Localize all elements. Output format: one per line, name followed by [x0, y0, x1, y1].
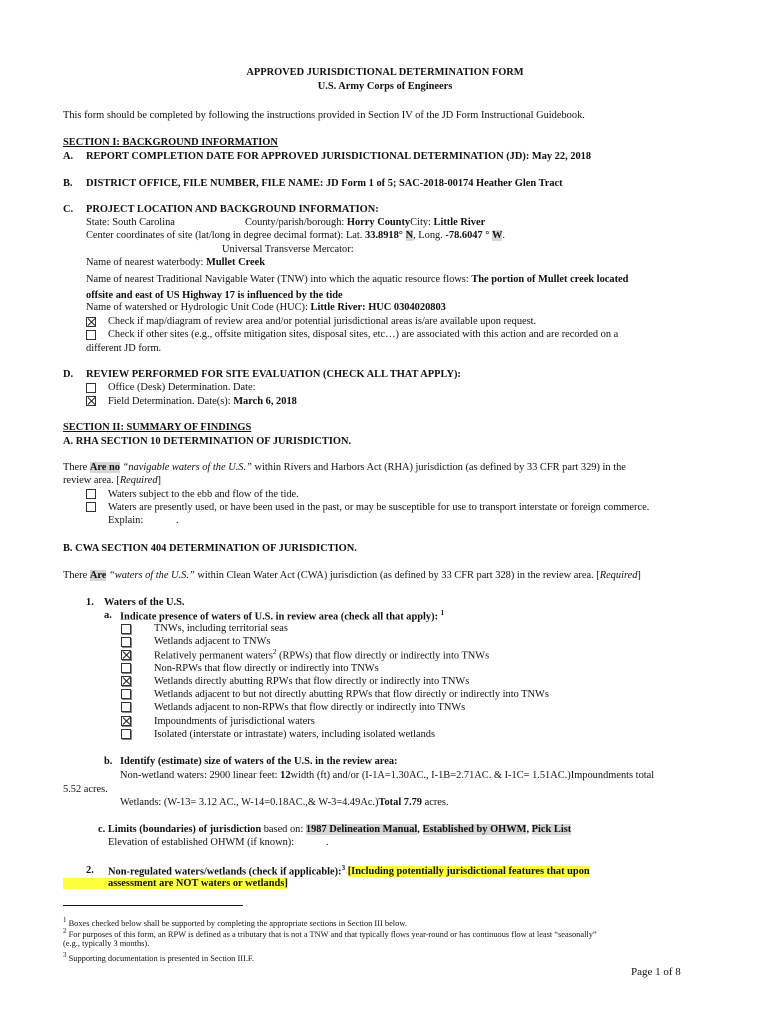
report-date: REPORT COMPLETION DATE FOR APPROVED JURISDICTIONAL DETERMINATION (JD): May 22, 2018: [86, 151, 592, 162]
project-location-heading: PROJECT LOCATION AND BACKGROUND INFORMATION:: [86, 204, 379, 215]
city-value: Little River: [433, 217, 486, 228]
state: State: South Carolina: [86, 217, 175, 228]
type-label-4: Wetlands directly abutting RPWs that flow directly or indirectly into TNWs: [154, 676, 470, 687]
rha-heading: A. RHA SECTION 10 DETERMINATION OF JURISDICTION.: [63, 436, 352, 447]
cwa-italic: “waters of the U.S.”: [109, 570, 195, 581]
rha-select[interactable]: Are no: [89, 462, 120, 473]
coords-label: Center coordinates of site (lat/long in degree decimal format): Lat.: [86, 230, 363, 241]
nonwetland-line: [120, 769, 654, 782]
tnw-value-1: The portion of Mullet creek located: [471, 274, 629, 285]
rha-pre: There: [63, 462, 88, 473]
huc-label: Name of watershed or Hydrologic Unit Code (HUC):: [86, 302, 308, 313]
wc-title: Limits (boundaries) of jurisdiction: [107, 824, 262, 835]
f1-text: Boxes checked below shall be supported by completing the appropriate sections in Section III below.: [68, 918, 407, 928]
type-label-8: Isolated (interstate or intrastate) waters, including isolated wetlands: [154, 729, 436, 740]
cwa-end: ]: [637, 570, 641, 581]
form-subtitle: U.S. Army Corps of Engineers: [317, 81, 453, 92]
section2-title: SECTION II: SUMMARY OF FINDINGS: [63, 422, 252, 433]
map-available-checkbox[interactable]: [86, 317, 96, 327]
field-determination-line: [108, 395, 297, 408]
section1-b-letter: B.: [63, 178, 73, 189]
tnw-value-2: offsite and east of US Highway 17 is influenced by the tide: [86, 290, 343, 301]
lat-value: 33.8918°: [365, 230, 403, 241]
waters-title: Waters of the U.S.: [104, 597, 185, 608]
nr-highlight-2: assessment are NOT waters or wetlands]: [63, 878, 288, 889]
type-label-3: Non-RPWs that flow directly or indirectly into TNWs: [154, 663, 379, 674]
other-sites-label-cont: different JD form.: [86, 343, 162, 354]
wetlands-line: [120, 796, 449, 809]
huc-line: [86, 301, 446, 314]
waterbody-value: Mullet Creek: [206, 257, 266, 268]
field-date: March 6, 2018: [233, 396, 297, 407]
section1-title: SECTION I: BACKGROUND INFORMATION: [63, 137, 278, 148]
non-rpw-checkbox[interactable]: [121, 663, 131, 673]
wet-pre: Wetlands: (W-13= 3.12 AC., W-14=0.18AC.,& W-3=4.49Ac.): [120, 797, 379, 808]
district-office: DISTRICT OFFICE, FILE NUMBER, FILE NAME: JD Form 1 of 5; SAC-2018-00174 Heather Glen Tract: [86, 178, 563, 189]
wb-title: Identify (estimate) size of waters of the U.S. in the review area:: [120, 756, 398, 767]
wetlands-abutting-rpw-checkbox[interactable]: [121, 676, 131, 686]
map-available-label: Check if map/diagram of review area and/or potential jurisdictional areas is/are available upon request.: [108, 316, 537, 327]
f1-sup: 1: [63, 916, 67, 924]
type-label-2: [154, 648, 489, 662]
rha-required: Required: [119, 475, 158, 486]
wet-total: Total 7.79: [378, 797, 422, 808]
nr-sup: 3: [341, 864, 346, 872]
type-label-1: Wetlands adjacent to TNWs: [154, 636, 271, 647]
wb-letter: b.: [104, 756, 113, 767]
commerce-label: Waters are presently used, or have been used in the past, or may be susceptible for use to transport interstate or foreign commerce.: [108, 502, 650, 513]
tnw-line: [86, 273, 628, 286]
nonwet-pre: Non-wetland waters: 2900 linear feet:: [120, 770, 278, 781]
long-value: -78.6047 °: [445, 230, 490, 241]
cwa-statement: [63, 569, 641, 582]
other-sites-label: Check if other sites (e.g., offsite mitigation sites, disposal sites, etc…) are associated with this action and are recorded on a: [108, 329, 619, 340]
rha-end: ]: [157, 475, 161, 486]
utm-label: Universal Transverse Mercator:: [222, 244, 354, 255]
footnote-2-cont: (e.g., typically 3 months).: [63, 939, 150, 948]
nonwet-width: 12: [280, 770, 291, 781]
waterbody-label: Name of nearest waterbody:: [86, 257, 204, 268]
section1-d-letter: D.: [63, 369, 74, 380]
explain-value[interactable]: .: [176, 515, 179, 526]
type-label-0: TNWs, including territorial seas: [154, 623, 288, 634]
ohwm-select[interactable]: Established by OHWM: [422, 824, 527, 835]
nonwet-post: width (ft) and/or (I-1A=1.30AC., I-1B=2.71AC. & I-1C= 1.51AC.)Impoundments total: [290, 770, 655, 781]
wa-letter: a.: [104, 610, 112, 621]
f3-text: Supporting documentation is presented in Section III.F.: [68, 953, 255, 963]
rpw-sup: 2: [272, 648, 277, 656]
wc-letter: c.: [98, 824, 106, 835]
cwa-heading: B. CWA SECTION 404 DETERMINATION OF JURISDICTION.: [63, 543, 357, 554]
pick-list-select[interactable]: Pick List: [531, 824, 572, 835]
section1-c-letter: C.: [63, 204, 74, 215]
rpw-tail: (RPWs) that flow directly or indirectly into TNWs: [278, 650, 490, 662]
coordinates-line: Center coordinates of site (lat/long in degree decimal format): Lat. 33.8918° N, Long. -78.6047 ° W.: [86, 230, 506, 241]
rha-italic: “navigable waters of the U.S.”: [122, 462, 252, 473]
rpw-checkbox[interactable]: [121, 650, 131, 660]
isolated-waters-checkbox[interactable]: [121, 729, 131, 739]
office-determination-label: Office (Desk) Determination. Date:: [108, 382, 256, 393]
nr-title: Non-regulated waters/wetlands (check if applicable):: [108, 866, 342, 878]
rha-statement-2: [63, 474, 161, 487]
nonregulated-line-2: [63, 877, 288, 890]
cwa-post: within Clean Water Act (CWA) jurisdiction (as defined by 33 CFR part 328) in the review area. [: [197, 570, 600, 581]
wc-based: based on:: [263, 824, 304, 835]
city-label: City:: [410, 217, 431, 228]
impoundments-checkbox[interactable]: [121, 716, 131, 726]
ohwm-label: Elevation of established OHWM (if known):: [108, 837, 295, 848]
nonwetland-line-2: 5.52 acres.: [63, 784, 108, 795]
wa-title-text: Indicate presence of waters of U.S. in review area (check all that apply):: [120, 611, 439, 623]
county-line: [245, 216, 485, 229]
cwa-pre: There: [63, 570, 88, 581]
type-label-6: Wetlands adjacent to non-RPWs that flow directly or indirectly into TNWs: [154, 702, 466, 713]
commerce-checkbox[interactable]: [86, 502, 96, 512]
form-title: APPROVED JURISDICTIONAL DETERMINATION FORM: [246, 67, 524, 78]
cwa-required: Required: [599, 570, 638, 581]
footnote-3: [63, 951, 254, 964]
tnw-checkbox[interactable]: [121, 624, 131, 634]
waterbody-line: [86, 256, 265, 269]
review-performed-heading: REVIEW PERFORMED FOR SITE EVALUATION (CHECK ALL THAT APPLY):: [86, 369, 461, 380]
wetlands-adjacent-tnw-checkbox[interactable]: [121, 637, 131, 647]
ebb-flow-checkbox[interactable]: [86, 489, 96, 499]
county-label: County/parish/borough:: [245, 217, 345, 228]
explain-label: Explain:: [108, 515, 144, 526]
type-label-5: Wetlands adjacent to but not directly abutting RPWs that flow directly or indirectly into TNWs: [154, 689, 549, 700]
rha-post: within Rivers and Harbors Act (RHA) jurisdiction (as defined by 33 CFR part 329) in the: [254, 462, 626, 473]
rpw-text: Relatively permanent waters: [154, 650, 273, 662]
tnw-label: Name of nearest Traditional Navigable Water (TNW) into which the aquatic resource flows:: [86, 274, 469, 285]
nr-num: 2.: [86, 865, 94, 876]
county-value: Horry County: [346, 217, 411, 228]
cwa-select[interactable]: Are: [89, 570, 107, 581]
intro-text: This form should be completed by following the instructions provided in Section IV of the JD Form Instructional Guidebook.: [63, 110, 585, 121]
wetlands-not-abutting-checkbox[interactable]: [121, 689, 131, 699]
wet-post: acres.: [424, 797, 449, 808]
huc-value: Little River: HUC 0304020803: [310, 302, 446, 313]
field-determination-checkbox[interactable]: [86, 396, 96, 406]
rha-statement: [63, 461, 626, 474]
waters-num: 1.: [86, 597, 94, 608]
f3-sup: 3: [63, 951, 67, 959]
page-number: Page 1 of 8: [631, 966, 681, 978]
field-determination-label: Field Determination. Date(s):: [108, 396, 231, 407]
ebb-flow-label: Waters subject to the ebb and flow of the tide.: [108, 489, 299, 500]
lat-dir-select[interactable]: N: [405, 230, 414, 241]
section1-a-letter: A.: [63, 151, 74, 162]
f2-text: For purposes of this form, an RPW is defined as a tributary that is not a TNW and that typically flows year-round or has continuous flow at least “seasonally”: [68, 929, 597, 939]
long-dir-select[interactable]: W: [492, 230, 503, 241]
office-determination-checkbox[interactable]: [86, 383, 96, 393]
ohwm-value[interactable]: .: [326, 837, 329, 848]
rha-line2: review area. [: [63, 475, 120, 486]
wa-sup: 1: [440, 609, 445, 617]
limits-line: c. Limits (boundaries) of jurisdiction based on: 1987 Delineation Manual, Established by OHWM, Pick List: [98, 824, 572, 835]
type-label-7: Impoundments of jurisdictional waters: [154, 716, 315, 727]
f2-sup: 2: [63, 927, 67, 935]
footnote-divider: [63, 905, 243, 906]
delineation-manual-select[interactable]: 1987 Delineation Manual: [305, 824, 418, 835]
wetlands-non-rpw-checkbox[interactable]: [121, 702, 131, 712]
other-sites-checkbox[interactable]: [86, 330, 96, 340]
nr-highlight-1: [Including potentially jurisdictional features that upon: [347, 866, 590, 878]
long-label: , Long.: [413, 230, 443, 241]
